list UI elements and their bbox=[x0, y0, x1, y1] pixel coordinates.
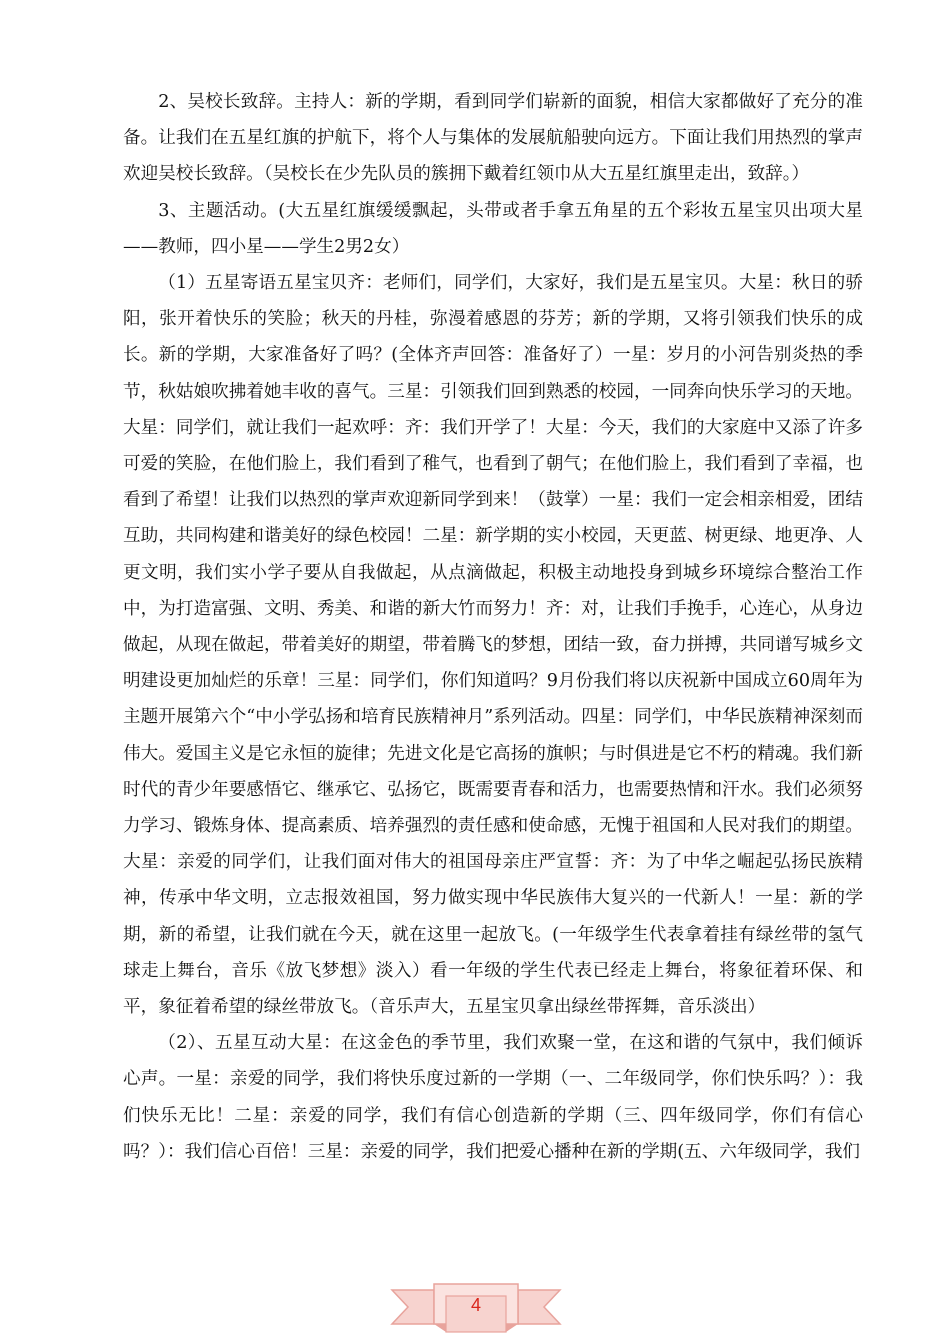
page-number-badge bbox=[390, 1276, 562, 1336]
paragraph-five-star-interaction: （2）、五星互动大星：在这金色的季节里，我们欢聚一堂，在这和谐的气氛中，我们倾诉心声。一星：亲爱的同学，我们将快乐度过新的一学期（一、二年级同学，你们快乐吗？）：我们快乐无比！二星：亲爱的同学，我们有信心创造新的学期（三、四年级同学，你们有信心吗？）：我们信心百倍！三星：亲爱的同学，我们把爱心播种在新的学期(五、六年级同学，我们 bbox=[123, 1033, 863, 1162]
paragraph-principal-speech: 2、吴校长致辞。主持人：新的学期，看到同学们崭新的面貌，相信大家都做好了充分的准备。让我们在五星红旗的护航下，将个人与集体的发展航船驶向远方。下面让我们用热烈的掌声欢迎吴校长致辞。（吴校长在少先队员的簇拥下戴着红领巾从大五星红旗里走出，致辞。） bbox=[123, 92, 863, 185]
paragraph-five-star-message: （1）五星寄语五星宝贝齐：老师们，同学们，大家好，我们是五星宝贝。大星：秋日的骄阳，张开着快乐的笑脸；秋天的丹桂，弥漫着感恩的芬芳；新的学期，又将引领我们快乐的成长。新的学期，大家准备好了吗？(全体齐声回答：准备好了）一星：岁月的小河告别炎热的季节，秋姑娘吹拂着她丰收的喜气。三星：引领我们回到熟悉的校园，一同奔向快乐学习的天地。大星：同学们，就让我们一起欢呼：齐：我们开学了！大星：今天，我们的大家庭中又添了许多可爱的笑脸，在他们脸上，我们看到了稚气，也看到了朝气；在他们脸上，我们看到了幸福，也看到了希望！让我们以热烈的掌声欢迎新同学到来！（鼓掌）一星：我们一定会相亲相爱，团结互助，共同构建和谐美好的绿色校园！二星：新学期的实小校园，天更蓝、树更绿、地更净、人更文明，我们实小学子要从自我做起，从点滴做起，积极主动地投身到城乡环境综合整治工作中，为打造富强、文明、秀美、和谐的新大竹而努力！齐：对，让我们手挽手，心连心，从身边做起，从现在做起，带着美好的期望，带着腾飞的梦想，团结一致，奋力拼搏，共同谱写城乡文明建设更加灿烂的乐章！三星：同学们，你们知道吗？9月份我们将以庆祝新中国成立60周年为主题开展第六个“中小学弘扬和培育民族精神月”系列活动。四星：同学们，中华民族精神深刻而伟大。爱国主义是它永恒的旋律；先进文化是它高扬的旗帜；与时俱进是它不朽的精魂。我们新时代的青少年要感悟它、继承它、弘扬它，既需要青春和活力，也需要热情和汗水。我们必须努力学习、锻炼身体、提高素质、培养强烈的责任感和使命感，无愧于祖国和人民对我们的期望。大星：亲爱的同学们，让我们面对伟大的祖国母亲庄严宣誓：齐：为了中华之崛起弘扬民族精神，传承中华文明，立志报效祖国，努力做实现中华民族伟大复兴的一代新人！一星：新的学期，新的希望，让我们就在今天，就在这里一起放飞。(一年级学生代表拿着挂有绿丝带的氢气球走上舞台，音乐《放飞梦想》淡入）看一年级的学生代表已经走上舞台，将象征着环保、和平，象征着希望的绿丝带放飞。（音乐声大，五星宝贝拿出绿丝带挥舞，音乐淡出） bbox=[123, 273, 863, 1018]
paragraph-theme-activity: 3、主题活动。(大五星红旗缓缓飘起，头带或者手拿五角星的五个彩妆五星宝贝出项大星——教师，四小星——学生2男2女） bbox=[123, 200, 863, 257]
document-body bbox=[123, 84, 863, 1170]
page-number: 4 bbox=[470, 1295, 481, 1315]
